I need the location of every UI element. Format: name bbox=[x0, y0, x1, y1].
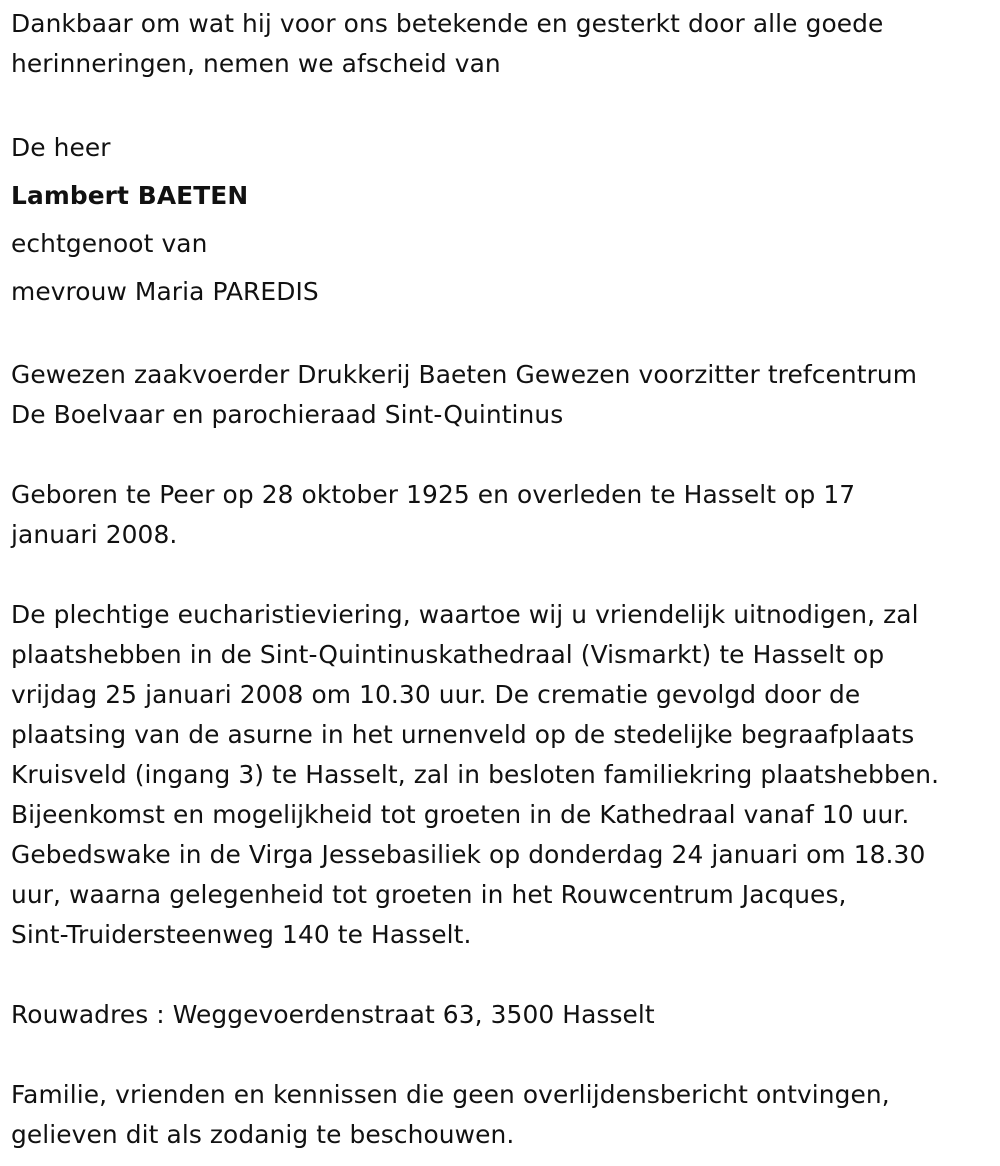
ceremony-line: plaatsing van de asurne in het urnenveld op de stedelijke begraafplaats bbox=[11, 720, 915, 749]
mourning-address: Rouwadres : Weggevoerdenstraat 63, 3500 Hasselt bbox=[11, 1000, 655, 1029]
career-line-2: De Boelvaar en parochieraad Sint-Quintinus bbox=[11, 400, 564, 429]
career-line-1: Gewezen zaakvoerder Drukkerij Baeten Gewezen voorzitter trefcentrum bbox=[11, 360, 918, 389]
deceased-name: Lambert BAETEN bbox=[11, 181, 249, 210]
ceremony-line: Gebedswake in de Virga Jessebasiliek op donderdag 24 januari om 18.30 bbox=[11, 840, 926, 869]
life-line-1: Geboren te Peer op 28 oktober 1925 en overleden te Hasselt op 17 bbox=[11, 480, 856, 509]
ceremony-line: Bijeenkomst en mogelijkheid tot groeten in de Kathedraal vanaf 10 uur. bbox=[11, 800, 910, 829]
spacer bbox=[11, 435, 996, 475]
ceremony-line: vrijdag 25 januari 2008 om 10.30 uur. De crematie gevolgd door de bbox=[11, 680, 861, 709]
ceremony-paragraph bbox=[11, 595, 996, 955]
spacer bbox=[11, 955, 996, 995]
closing-line-2: gelieven dit als zodanig te beschouwen. bbox=[11, 1120, 515, 1149]
spacer bbox=[11, 84, 996, 124]
spacer bbox=[11, 1035, 996, 1075]
closing-line-1: Familie, vrienden en kennissen die geen overlijdensbericht ontvingen, bbox=[11, 1080, 890, 1109]
death-notice bbox=[11, 4, 996, 1155]
ceremony-line: plaatshebben in de Sint-Quintinuskathedraal (Vismarkt) te Hasselt op bbox=[11, 640, 885, 669]
ceremony-line: Sint-Truidersteenweg 140 te Hasselt. bbox=[11, 920, 472, 949]
spacer bbox=[11, 316, 996, 355]
spouse-name: mevrouw Maria PAREDIS bbox=[11, 277, 319, 306]
salutation: De heer bbox=[11, 133, 111, 162]
intro-line-2: herinneringen, nemen we afscheid van bbox=[11, 49, 501, 78]
relation-text: echtgenoot van bbox=[11, 229, 208, 258]
ceremony-line: uur, waarna gelegenheid tot groeten in het Rouwcentrum Jacques, bbox=[11, 880, 847, 909]
spacer bbox=[11, 555, 996, 595]
life-line-2: januari 2008. bbox=[11, 520, 178, 549]
ceremony-line: Kruisveld (ingang 3) te Hasselt, zal in besloten familiekring plaatshebben. bbox=[11, 760, 940, 789]
intro-line-1: Dankbaar om wat hij voor ons betekende en gesterkt door alle goede bbox=[11, 9, 884, 38]
ceremony-line: De plechtige eucharistieviering, waartoe wij u vriendelijk uitnodigen, zal bbox=[11, 600, 919, 629]
